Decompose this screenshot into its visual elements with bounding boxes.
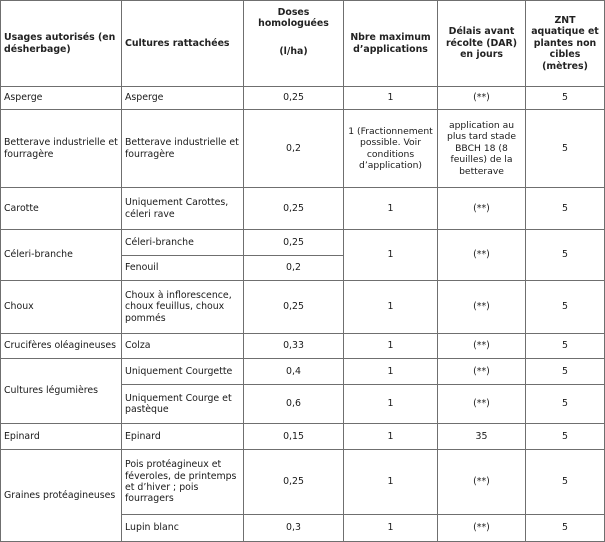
dose-cell: 0,25: [244, 281, 344, 334]
usage-cell: Céleri-branche: [1, 230, 122, 281]
table-row: [1, 334, 605, 359]
dose-cell: 0,15: [244, 424, 344, 450]
znt-cell: 5: [526, 385, 605, 424]
dar-cell: (**): [438, 450, 526, 515]
dose-cell: 0,3: [244, 515, 344, 542]
dose-cell: 0,33: [244, 334, 344, 359]
znt-cell: 5: [526, 230, 605, 281]
nbre-cell: 1: [344, 281, 438, 334]
header-doses-label: Doses homologuées: [258, 7, 329, 30]
nbre-cell: 1: [344, 385, 438, 424]
table-row: [1, 450, 605, 515]
znt-cell: 5: [526, 281, 605, 334]
header-znt: ZNT aquatique et plantes non cibles (mètres): [526, 1, 605, 87]
znt-cell: 5: [526, 359, 605, 385]
culture-cell: Colza: [122, 334, 244, 359]
dose-cell: 0,25: [244, 450, 344, 515]
dar-cell: application au plus tard stade BBCH 18 (8 feuilles) de la betterave: [438, 110, 526, 188]
culture-cell: Betterave industrielle et fourragère: [122, 110, 244, 188]
znt-cell: 5: [526, 334, 605, 359]
header-dar: Délais avant récolte (DAR) en jours: [438, 1, 526, 87]
nbre-cell: 1: [344, 359, 438, 385]
dar-cell: (**): [438, 385, 526, 424]
dose-cell: 0,25: [244, 230, 344, 256]
header-nbre: Nbre maximum d’applications: [344, 1, 438, 87]
znt-cell: 5: [526, 87, 605, 110]
usage-cell: Crucifères oléagineuses: [1, 334, 122, 359]
nbre-cell: 1: [344, 230, 438, 281]
usage-cell: Choux: [1, 281, 122, 334]
dose-cell: 0,4: [244, 359, 344, 385]
usage-cell: Carotte: [1, 188, 122, 230]
znt-cell: 5: [526, 515, 605, 542]
table-row: [1, 188, 605, 230]
header-doses: [244, 1, 344, 87]
dar-cell: (**): [438, 515, 526, 542]
usage-cell: Graines protéagineuses: [1, 450, 122, 542]
header-usage: Usages autorisés (en désherbage): [1, 1, 122, 87]
nbre-cell: 1: [344, 87, 438, 110]
header-row: [1, 1, 605, 87]
usage-cell: Betterave industrielle et fourragère: [1, 110, 122, 188]
culture-cell: Lupin blanc: [122, 515, 244, 542]
table-row: [1, 87, 605, 110]
znt-cell: 5: [526, 424, 605, 450]
culture-cell: Epinard: [122, 424, 244, 450]
nbre-cell: 1: [344, 450, 438, 515]
culture-cell: Uniquement Courge et pastèque: [122, 385, 244, 424]
culture-cell: Uniquement Carottes, céleri rave: [122, 188, 244, 230]
dar-cell: (**): [438, 334, 526, 359]
znt-cell: 5: [526, 450, 605, 515]
znt-cell: 5: [526, 188, 605, 230]
header-doses-unit: (l/ha): [279, 45, 308, 57]
table-row: [1, 110, 605, 188]
dar-cell: 35: [438, 424, 526, 450]
usage-cell: Cultures légumières: [1, 359, 122, 424]
nbre-cell: 1: [344, 334, 438, 359]
culture-cell: Choux à inflorescence, choux feuillus, choux pommés: [122, 281, 244, 334]
culture-cell: Fenouil: [122, 256, 244, 281]
culture-cell: Asperge: [122, 87, 244, 110]
usage-cell: Epinard: [1, 424, 122, 450]
table-row: [1, 230, 605, 256]
culture-cell: Pois protéagineux et féveroles, de printemps et d’hiver ; pois fourragers: [122, 450, 244, 515]
culture-cell: Uniquement Courgette: [122, 359, 244, 385]
nbre-cell: 1: [344, 424, 438, 450]
table-row: [1, 281, 605, 334]
dar-cell: (**): [438, 359, 526, 385]
dose-cell: 0,2: [244, 256, 344, 281]
dar-cell: (**): [438, 281, 526, 334]
znt-cell: 5: [526, 110, 605, 188]
nbre-cell: 1: [344, 515, 438, 542]
culture-cell: Céleri-branche: [122, 230, 244, 256]
dose-cell: 0,6: [244, 385, 344, 424]
table-row: [1, 424, 605, 450]
nbre-cell: 1: [344, 188, 438, 230]
header-cultures: Cultures rattachées: [122, 1, 244, 87]
nbre-cell: 1 (Fractionnement possible. Voir conditions d’application): [344, 110, 438, 188]
dose-cell: 0,25: [244, 188, 344, 230]
dose-cell: 0,2: [244, 110, 344, 188]
dar-cell: (**): [438, 230, 526, 281]
usage-cell: Asperge: [1, 87, 122, 110]
dose-cell: 0,25: [244, 87, 344, 110]
dar-cell: (**): [438, 87, 526, 110]
table-row: [1, 359, 605, 385]
dar-cell: (**): [438, 188, 526, 230]
